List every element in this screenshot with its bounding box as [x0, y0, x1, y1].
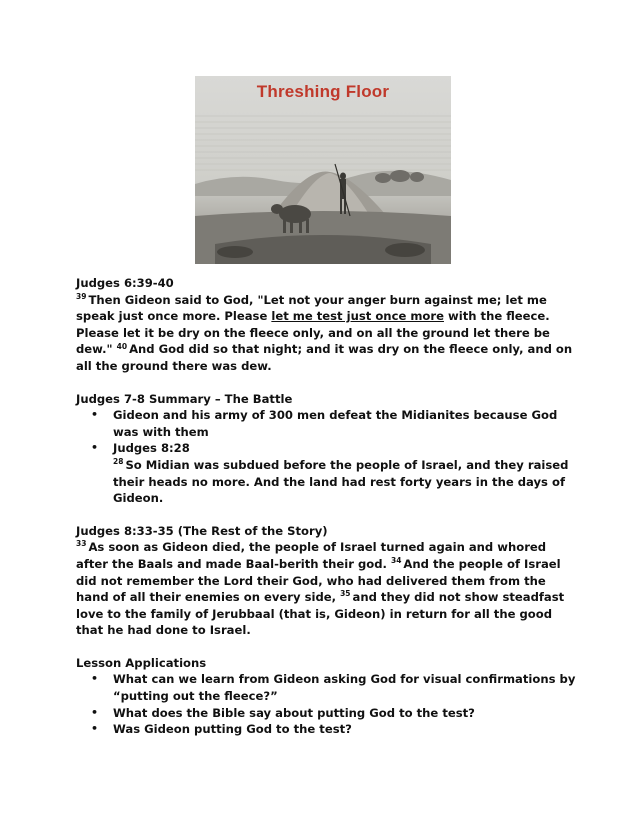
passage-text: Then Gideon said to God, "Let not your anger burn against me; let me speak just once more. Please: [76, 292, 547, 324]
section-heading: Judges 8:33-35 (The Rest of the Story): [76, 523, 328, 538]
section-judges-6: [76, 275, 576, 375]
list-item: [113, 407, 576, 440]
list-item: • What can we learn from Gideon asking God for visual confirmations by “putting out the fleece?”: [113, 671, 576, 704]
verse-number: 34: [390, 556, 402, 566]
underlined-phrase: let me test just once more: [271, 309, 444, 324]
passage-text: and they did not show steadfast love to the family of Jerubbaal (that is, Gideon) in return for all the good that he had done to Israel.: [76, 590, 565, 638]
threshing-floor-illustration: [195, 76, 451, 264]
engraving-drawing: [195, 76, 451, 264]
verse-number: 39: [76, 291, 87, 301]
illustration-title: Threshing Floor: [256, 82, 390, 101]
list-item-text: So Midian was subdued before the people of Israel, and they raised their heads no more. And the land had rest forty years in the days of Gideon.: [113, 457, 569, 506]
list-item: [113, 440, 576, 506]
verse-number: 28: [113, 457, 124, 467]
section-heading: Lesson Applications: [76, 655, 207, 670]
section-heading: Judges 6:39-40: [76, 276, 174, 290]
list-item: • What does the Bible say about putting God to the test?: [113, 705, 576, 722]
verse-number: 35: [340, 589, 351, 599]
bullet-list: [76, 407, 576, 507]
scripture-passage: [76, 539, 576, 639]
document-body: [76, 275, 576, 754]
list-item-reference: Judges 8:28: [113, 441, 190, 456]
section-battle-summary: [76, 391, 576, 507]
section-heading: Judges 7-8 Summary – The Battle: [76, 391, 293, 406]
verse-number: 40: [116, 341, 128, 351]
list-item: • Was Gideon putting God to the test?: [113, 721, 576, 738]
section-lesson-applications: [76, 655, 576, 738]
list-item-text: Gideon and his army of 300 men defeat the Midianites because God was with them: [113, 408, 558, 439]
section-rest-of-story: [76, 523, 576, 639]
passage-text: And the people of Israel did not remember the Lord their God, who had delivered them from the hand of all their enemies on every side,: [76, 556, 561, 605]
passage-text: with the fleece. Please let it be dry on the fleece only, and on all the ground let there be dew.": [76, 309, 550, 357]
bullet-list: [76, 671, 576, 737]
passage-text: As soon as Gideon died, the people of Israel turned again and whored after the Baals and made Baal-berith their god.: [76, 540, 547, 571]
scripture-passage: [76, 292, 576, 375]
verse-number: 33: [76, 539, 87, 549]
passage-text: And God did so that night; and it was dry on the fleece only, and on all the ground there was dew.: [76, 342, 573, 373]
